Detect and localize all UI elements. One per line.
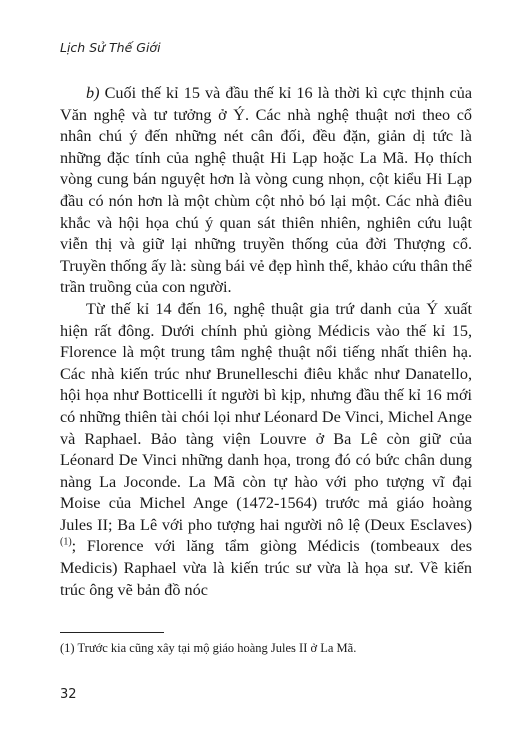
paragraph-2-text-a: Từ thế kỉ 14 đến 16, nghệ thuật gia trứ danh của Ý xuất hiện rất đông. Dưới chính phủ giòng Médicis vào thế kỉ 15, Florence là một trung tâm nghệ thuật nổi tiếng nhất thiên hạ. Các nhà kiến trúc như Brunelleschi điêu khắc như Danatello, hội họa như Botticelli ít người bì kịp, nhưng đầu thế kỉ 16 mới có những thiên tài chói lọi như Léonard De Vinci, Michel Ange và Raphael. Bảo tàng viện Louvre ở Ba Lê còn giữ của Léonard De Vinci những danh họa, trong đó có bức chân dung nàng La Joconde. La Mã còn tự hào với pho tượng vĩ đại Moise của Michel Ange (1472-1564) trước mả giáo hoàng Jules II; Ba Lê với pho tượng hai người nô lệ (Deux Esclaves) (60, 299, 472, 534)
page-number: 32 (60, 687, 77, 702)
section-marker: b) (86, 84, 100, 102)
paragraph-2-text-b: ; Florence với lăng tẩm giòng Médicis (tombeaux des Medicis) Raphael vừa là kiến trúc sư vừa là họa sư. Về kiến trúc ông vẽ bản đồ nóc (60, 537, 472, 599)
running-header: Lịch Sử Thế Giới (60, 40, 161, 55)
paragraph-1 (60, 83, 472, 299)
footnote: (1) Trước kia cũng xây tại mộ giáo hoàng Jules II ở La Mã. (60, 641, 357, 655)
paragraph-2 (60, 299, 472, 601)
footnote-divider (60, 632, 164, 633)
paragraph-1-text: Cuối thế kỉ 15 và đầu thế kỉ 16 là thời kì cực thịnh của Văn nghệ và tư tưởng ở Ý. Các nhà nghệ thuật nơi theo cổ nhân chú ý đến những nét cân đối, đều đặn, giản dị tức là những đặc tính của nghệ thuật Hi Lạp hoặc La Mã. Họ thích vòng cung bán nguyệt hơn là vòng cung nhọn, cột kiểu Hi Lạp đầu có nón hơn là một chùm cột nhỏ bó lại một. Các nhà điêu khắc và hội họa chú ý quan sát thiên nhiên, nghiên cứu luật viễn thị và giữ lại những truyền thống của đời Thượng cổ. Truyền thống ấy là: sùng bái vẻ đẹp hình thể, khảo cứu thân thể trần truồng của con người. (60, 84, 472, 297)
footnote-reference: (1) (60, 537, 72, 549)
main-text (60, 83, 472, 601)
